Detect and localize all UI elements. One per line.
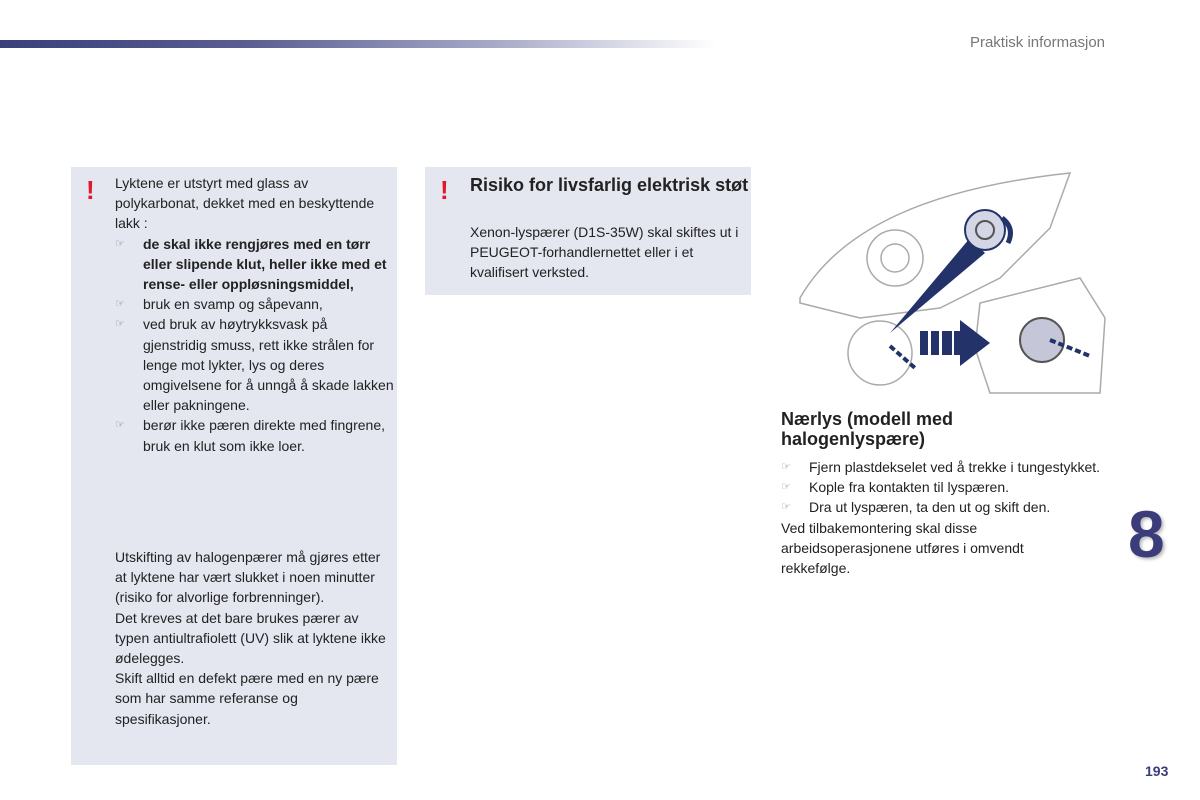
warning-box: [425, 167, 751, 295]
hand-icon: ☞: [781, 501, 791, 514]
hand-icon: ☞: [115, 298, 125, 311]
paragraph: Det kreves at det bare brukes pærer av typen antiultrafiolett (UV) slik at lyktene ikke ødelegges.: [115, 609, 386, 667]
hand-icon: ☞: [115, 318, 125, 331]
list-item: ☞ de skal ikke rengjøres med en tørr eller slipende klut, heller ikke med et rense- eller oppløsningsmiddel,: [115, 235, 387, 293]
exclamation-icon: !: [86, 175, 95, 205]
list-item: ☞ Fjern plastdekselet ved å trekke i tungestykket.: [781, 457, 1101, 477]
chapter-number: 8: [1128, 497, 1165, 571]
hand-icon: ☞: [781, 481, 791, 494]
warning-text: Xenon-lyspærer (D1S-35W) skal skiftes ut i PEUGEOT-forhandlernettet eller i et kvalifisert verksted.: [470, 224, 739, 281]
list-item: ☞ ved bruk av høytrykksvask på gjenstridig smuss, rett ikke strålen for lenge mot lykter, lys og deres omgivelsene for å unngå å skade lakken eller pakningene.: [115, 316, 394, 414]
list-item: ☞ bruk en svamp og såpevann,: [115, 294, 395, 314]
warning-title: Risiko for livsfarlig elektrisk støt: [470, 175, 749, 195]
hand-icon: ☞: [781, 461, 791, 473]
paragraph: Utskifting av halogenpærer må gjøres etter at lyktene har vært slukket i noen minutter (risiko for alvorlige forbrenninger).: [115, 549, 381, 606]
headlamp-illustration: [780, 168, 1110, 398]
info-box: [71, 167, 397, 765]
note-text: Ved tilbakemontering skal disse arbeidsoperasjonene utføres i omvendt rekkefølge.: [781, 519, 1024, 577]
paragraph: Skift alltid en defekt pære med en ny pære som har samme referanse og spesifikasjoner.: [115, 670, 379, 727]
header-bar: [0, 40, 715, 48]
section-heading: Nærlys (modell med halogenlyspære): [781, 409, 954, 449]
intro-text: Lyktene er utstyrt med glass av polykarbonat, dekket med en beskyttende lakk :: [115, 175, 375, 232]
exclamation-icon: !: [440, 175, 449, 205]
section-title: Praktisk informasjon: [969, 34, 1105, 51]
list-item: ☞ Dra ut lyspæren, ta den ut og skift den.: [781, 497, 1101, 517]
hand-icon: ☞: [115, 419, 125, 432]
hand-icon: ☞: [115, 237, 125, 250]
list-item: ☞ berør ikke pæren direkte med fingrene, bruk en klut som ikke loer.: [115, 417, 385, 454]
page-number: 193: [1145, 763, 1169, 779]
list-item: ☞ Kople fra kontakten til lyspæren.: [781, 477, 1101, 497]
